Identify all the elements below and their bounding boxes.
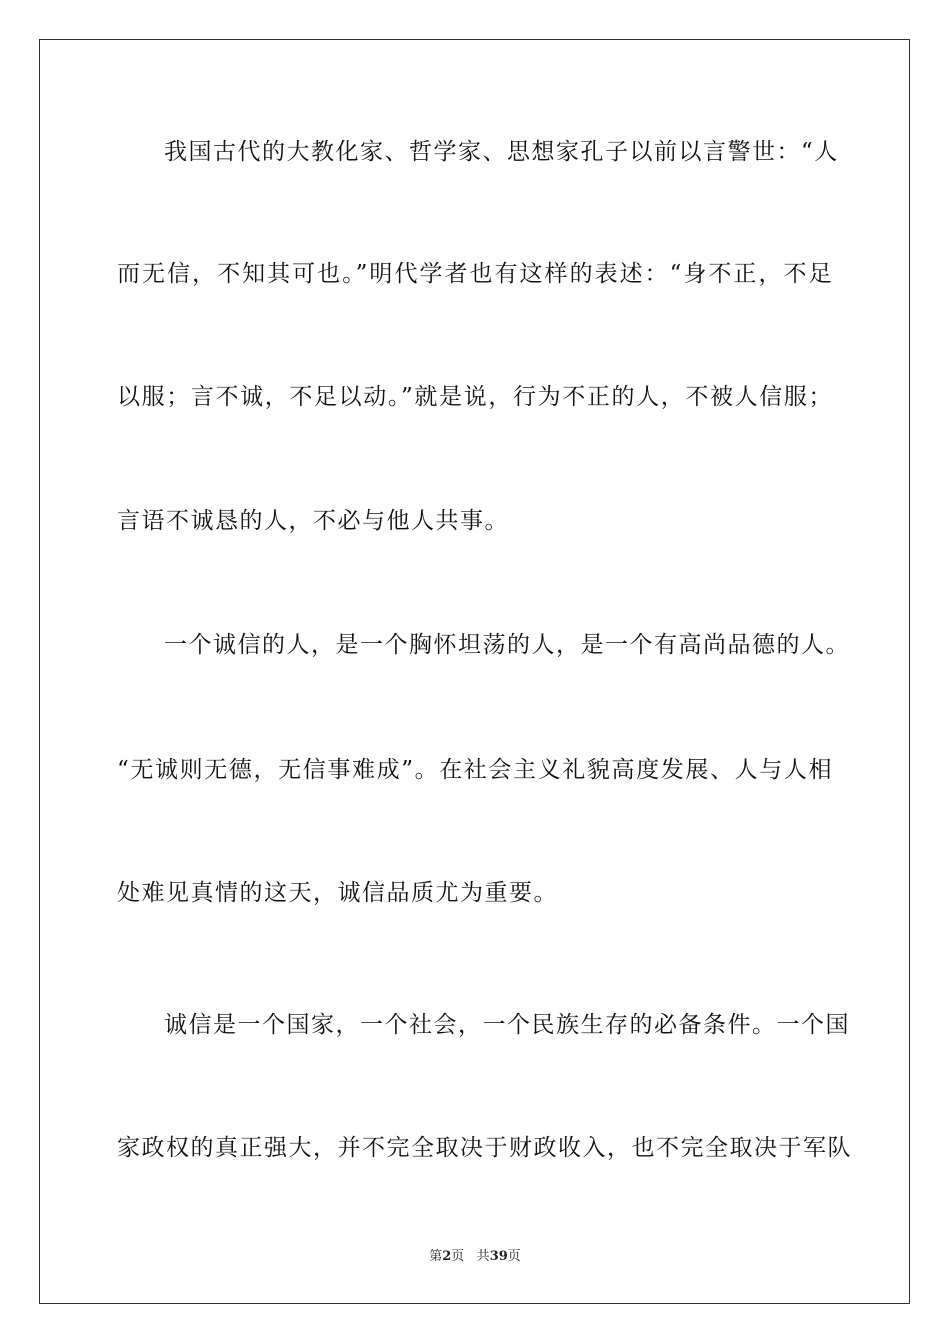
paragraph-2-line-1: 一个诚信的人，是一个胸怀坦荡的人，是一个有高尚品德的人。 — [164, 632, 850, 658]
paragraph-1-line-2: 而无信，不知其可也。”明代学者也有这样的表述：“身不正，不足 — [117, 261, 833, 287]
footer-prefix: 第 — [429, 1249, 443, 1264]
paragraph-3-line-2: 家政权的真正强大，并不完全取决于财政收入，也不完全取决于军队 — [117, 1135, 852, 1161]
footer-total-pages: 39 — [489, 1249, 508, 1264]
page-frame — [39, 39, 910, 1304]
paragraph-2-line-3: 处难见真情的这天，诚信品质尤为重要。 — [117, 880, 558, 906]
footer-current-page: 2 — [442, 1249, 452, 1264]
footer-total-unit: 页 — [507, 1249, 521, 1264]
footer-page-unit: 页 — [451, 1249, 465, 1264]
footer-total-prefix: 共 — [476, 1249, 490, 1264]
page-footer — [0, 1249, 950, 1265]
paragraph-1-line-4: 言语不诚恳的人，不必与他人共事。 — [117, 508, 509, 534]
paragraph-1-line-1: 我国古代的大教化家、哲学家、思想家孔子以前以言警世：“人 — [164, 139, 839, 165]
paragraph-2-line-2: “无诚则无德，无信事难成”。在社会主义礼貌高度发展、人与人相 — [117, 757, 833, 783]
paragraph-1-line-3: 以服；言不诚，不足以动。”就是说，行为不正的人，不被人信服； — [117, 384, 833, 410]
paragraph-3-line-1: 诚信是一个国家，一个社会，一个民族生存的必备条件。一个国 — [164, 1012, 850, 1038]
